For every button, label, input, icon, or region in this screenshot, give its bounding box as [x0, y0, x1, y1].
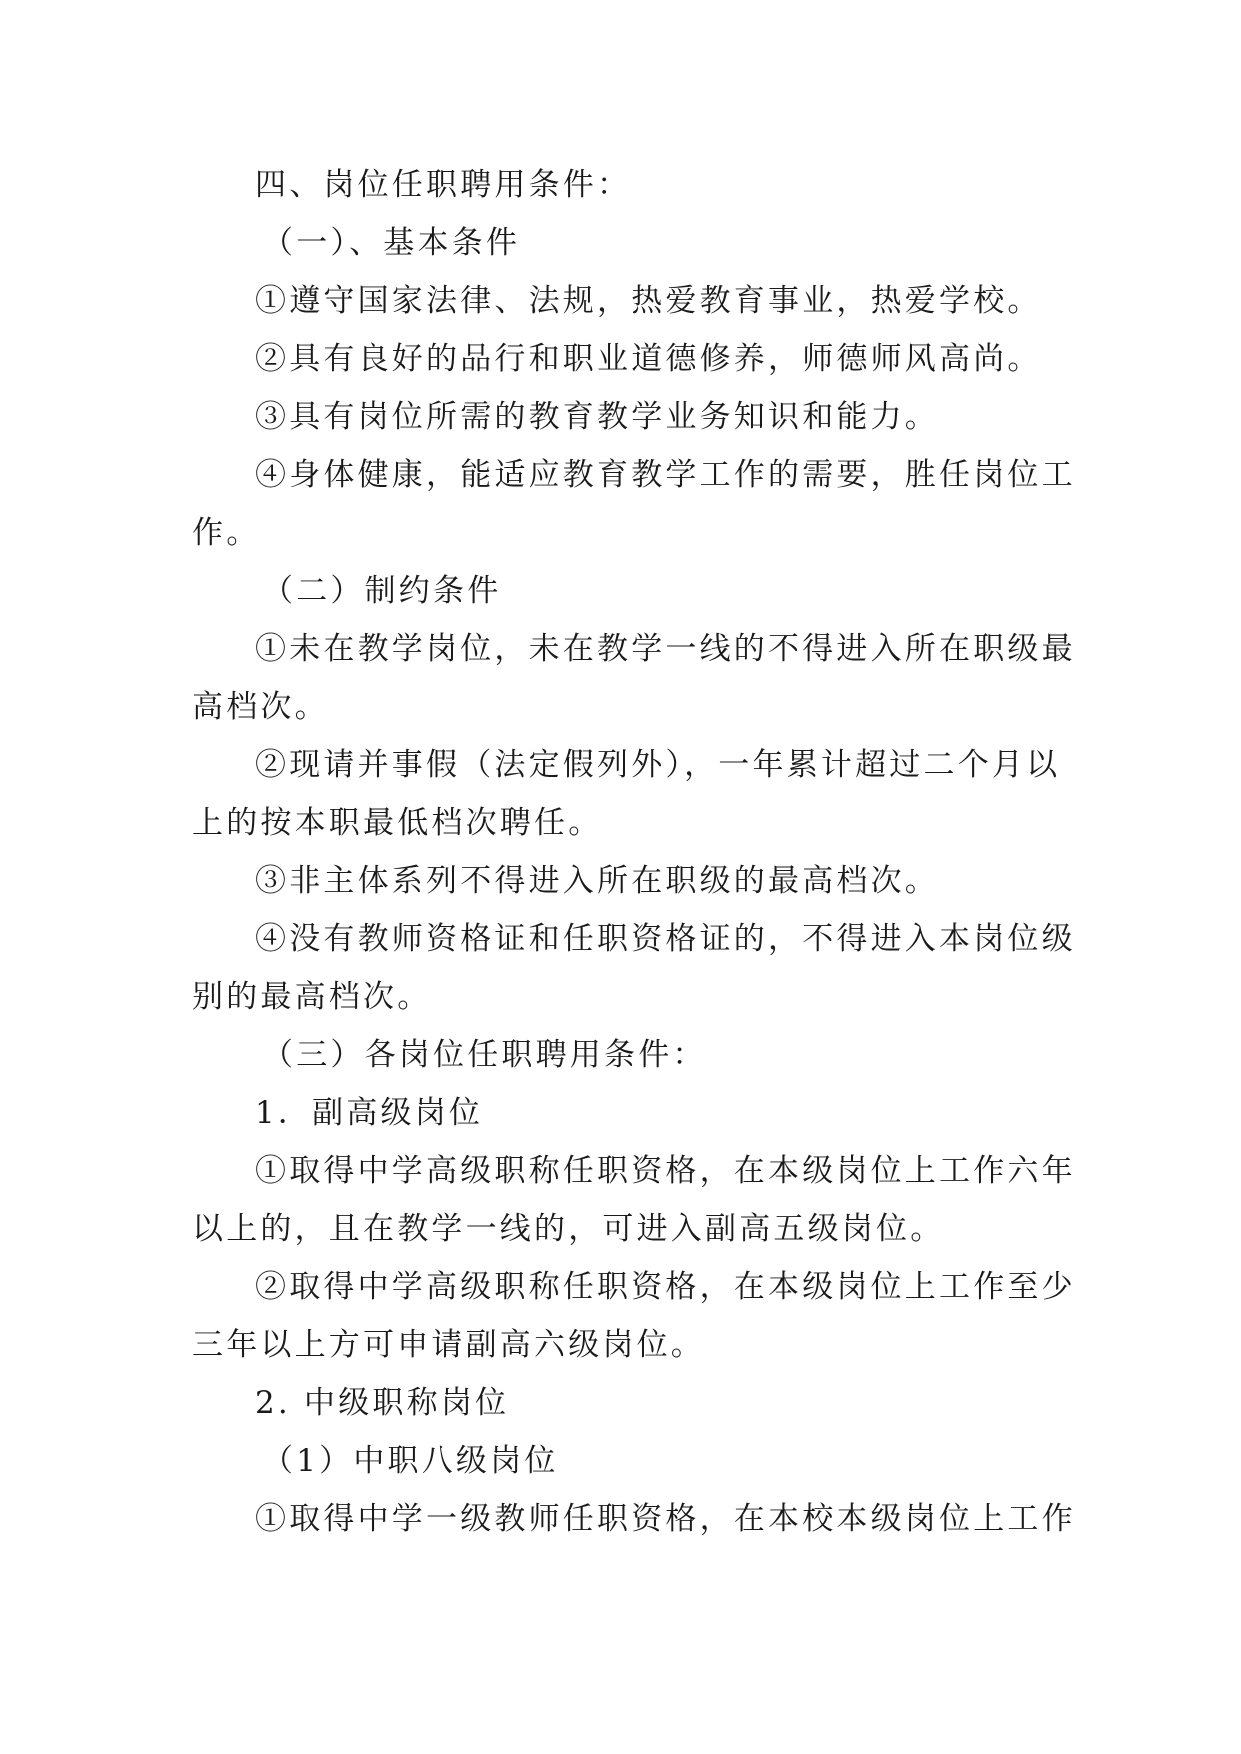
item-heading: （1）中职八级岗位 [262, 1443, 559, 1479]
paragraph-line: ④身体健康，能适应教育教学工作的需要，胜任岗位工 [255, 457, 1076, 493]
document-body [192, 156, 1076, 1548]
paragraph-line: 作。 [192, 515, 261, 551]
paragraph-line: ③具有岗位所需的教育教学业务知识和能力。 [255, 399, 939, 435]
item-heading: 1．副高级岗位 [255, 1095, 484, 1131]
paragraph-line: ②具有良好的品行和职业道德修养，师德师风高尚。 [255, 341, 1042, 377]
paragraph-line: ③非主体系列不得进入所在职级的最高档次。 [255, 863, 939, 899]
section-heading: 四、岗位任职聘用条件： [255, 167, 632, 203]
paragraph-line: 上的按本职最低档次聘任。 [192, 805, 603, 841]
paragraph-line: ②现请并事假（法定假列外），一年累计超过二个月以 [255, 747, 1061, 783]
paragraph-line: 以上的，且在教学一线的，可进入副高五级岗位。 [192, 1211, 945, 1247]
paragraph-line: ①遵守国家法律、法规，热爱教育事业，热爱学校。 [255, 283, 1042, 319]
subsection-heading: （二）制约条件 [262, 573, 502, 609]
paragraph-line: ①取得中学高级职称任职资格，在本级岗位上工作六年 [255, 1153, 1076, 1189]
item-heading: 2. 中级职称岗位 [255, 1385, 510, 1421]
paragraph-line: 别的最高档次。 [192, 979, 432, 1015]
subsection-heading: （三）各岗位任职聘用条件： [262, 1037, 707, 1073]
paragraph-line: ④没有教师资格证和任职资格证的，不得进入本岗位级 [255, 921, 1076, 957]
subsection-heading: （一）、基本条件 [262, 225, 521, 261]
paragraph-line: ②取得中学高级职称任职资格，在本级岗位上工作至少 [255, 1269, 1076, 1305]
paragraph-line: ①取得中学一级教师任职资格，在本校本级岗位上工作 [255, 1501, 1076, 1537]
paragraph-line: 高档次。 [192, 689, 329, 725]
paragraph-line: ①未在教学岗位，未在教学一线的不得进入所在职级最 [255, 631, 1076, 667]
paragraph-line: 三年以上方可申请副高六级岗位。 [192, 1327, 705, 1363]
